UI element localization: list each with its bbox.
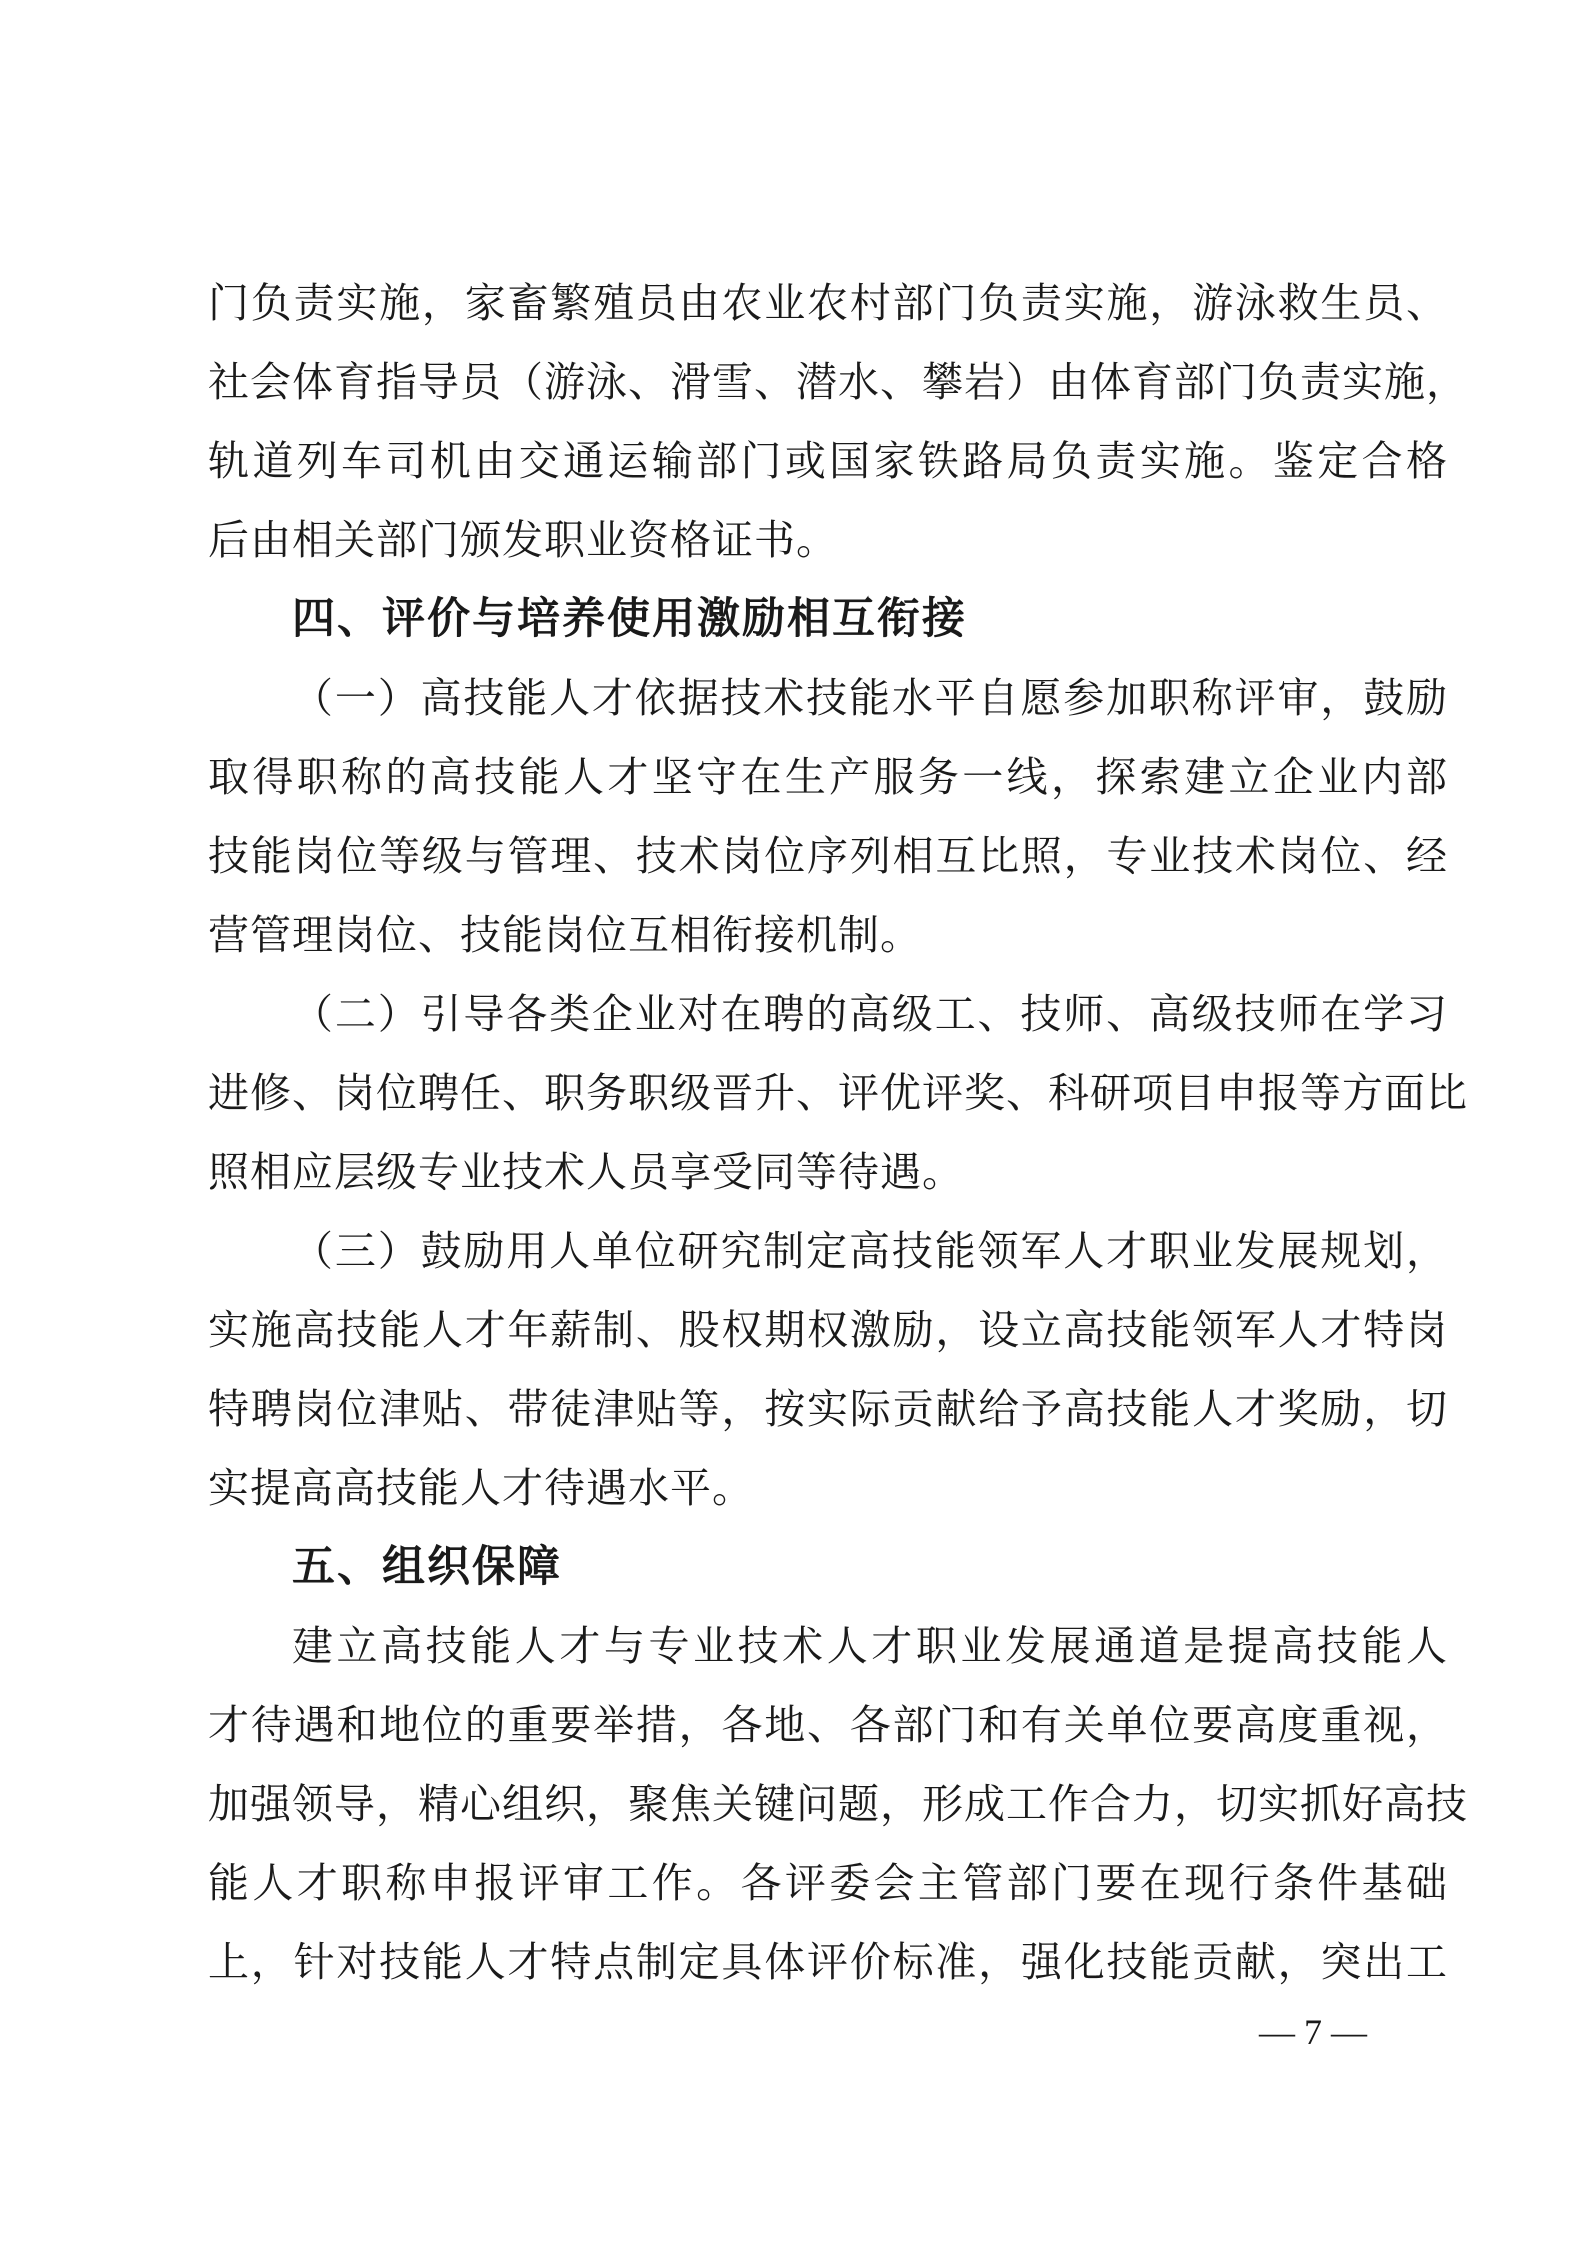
text-line: 门负责实施，家畜繁殖员由农业农村部门负责实施，游泳救生员、	[208, 280, 1448, 326]
text-line: 进修、岗位聘任、职务职级晋升、评优评奖、科研项目申报等方面比	[208, 1070, 1468, 1116]
text-line: 轨道列车司机由交通运输部门或国家铁路局负责实施。鉴定合格	[208, 438, 1448, 484]
text-line: 特聘岗位津贴、带徒津贴等，按实际贡献给予高技能人才奖励，切	[208, 1386, 1448, 1432]
text-line: 取得职称的高技能人才坚守在生产服务一线，探索建立企业内部	[208, 754, 1448, 800]
text-line: 加强领导，精心组织，聚焦关键问题，形成工作合力，切实抓好高技	[208, 1781, 1468, 1827]
text-line: 建立高技能人才与专业技术人才职业发展通道是提高技能人	[292, 1623, 1448, 1669]
document-text-block	[208, 264, 1468, 2002]
text-line: 后由相关部门颁发职业资格证书。	[208, 517, 838, 563]
text-line: 照相应层级专业技术人员享受同等待遇。	[208, 1149, 964, 1195]
text-line: （一）高技能人才依据技术技能水平自愿参加职称评审，鼓励	[292, 675, 1448, 721]
text-line: 才待遇和地位的重要举措，各地、各部门和有关单位要高度重视，	[208, 1702, 1448, 1748]
section-heading: 五、组织保障	[292, 1543, 562, 1591]
text-line: 营管理岗位、技能岗位互相衔接机制。	[208, 912, 922, 958]
text-line: 社会体育指导员（游泳、滑雪、潜水、攀岩）由体育部门负责实施，	[208, 359, 1468, 405]
section-heading: 四、评价与培养使用激励相互衔接	[292, 595, 967, 643]
page-number: — 7 —	[1259, 2012, 1367, 2052]
text-line: 实施高技能人才年薪制、股权期权激励，设立高技能领军人才特岗	[208, 1307, 1448, 1353]
text-line: 能人才职称申报评审工作。各评委会主管部门要在现行条件基础	[208, 1860, 1448, 1906]
text-line: （二）引导各类企业对在聘的高级工、技师、高级技师在学习	[292, 991, 1448, 1037]
text-line: （三）鼓励用人单位研究制定高技能领军人才职业发展规划，	[292, 1228, 1448, 1274]
text-line: 技能岗位等级与管理、技术岗位序列相互比照，专业技术岗位、经	[208, 833, 1448, 879]
text-line: 实提高高技能人才待遇水平。	[208, 1465, 754, 1511]
text-line: 上，针对技能人才特点制定具体评价标准，强化技能贡献，突出工	[208, 1939, 1448, 1985]
